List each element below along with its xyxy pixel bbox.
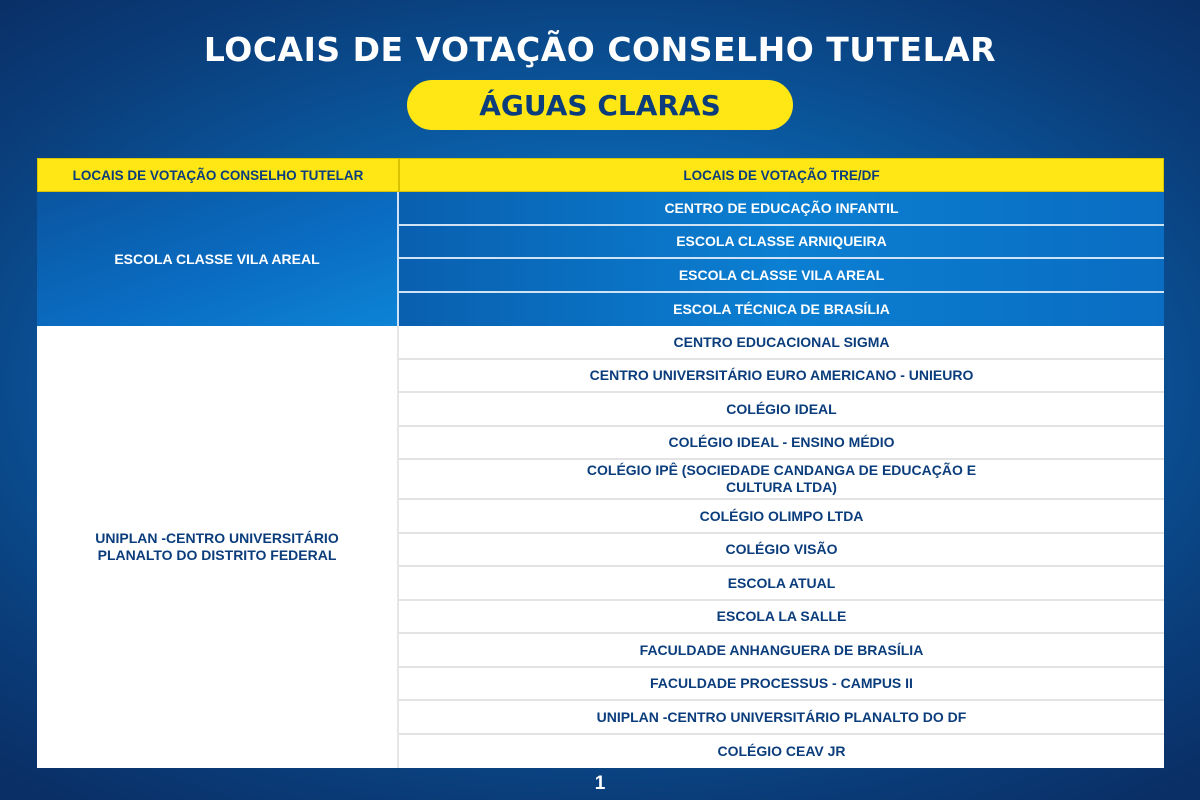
table-row: COLÉGIO IDEAL - ENSINO MÉDIO: [399, 427, 1164, 460]
table-row: UNIPLAN -CENTRO UNIVERSITÁRIO PLANALTO DO DF: [399, 701, 1164, 735]
table-row: FACULDADE PROCESSUS - CAMPUS II: [399, 668, 1164, 701]
table-row: ESCOLA ATUAL: [399, 567, 1164, 601]
group-location-cell: ESCOLA CLASSE VILA AREAL: [37, 192, 399, 326]
group-location-cell: [37, 326, 399, 768]
table-row: CENTRO EDUCACIONAL SIGMA: [399, 326, 1164, 360]
table-row: [399, 460, 1164, 500]
table-row: COLÉGIO IDEAL: [399, 393, 1164, 427]
table-row: CENTRO DE EDUCAÇÃO INFANTIL: [399, 192, 1164, 226]
col-header-tre: LOCAIS DE VOTAÇÃO TRE/DF: [399, 158, 1164, 192]
col-header-conselho: LOCAIS DE VOTAÇÃO CONSELHO TUTELAR: [37, 158, 399, 192]
table-row: COLÉGIO VISÃO: [399, 534, 1164, 567]
table-row: ESCOLA LA SALLE: [399, 601, 1164, 634]
table-row: FACULDADE ANHANGUERA DE BRASÍLIA: [399, 634, 1164, 668]
table-row: ESCOLA CLASSE VILA AREAL: [399, 259, 1164, 293]
table-row: COLÉGIO OLIMPO LTDA: [399, 500, 1164, 534]
region-badge: ÁGUAS CLARAS: [407, 80, 793, 130]
group-location-line: UNIPLAN -CENTRO UNIVERSITÁRIO: [95, 530, 339, 546]
table-row: ESCOLA CLASSE ARNIQUEIRA: [399, 226, 1164, 259]
group-location-line: PLANALTO DO DISTRITO FEDERAL: [97, 547, 337, 563]
page-number: 1: [594, 773, 606, 794]
page-title: LOCAIS DE VOTAÇÃO CONSELHO TUTELAR: [203, 30, 997, 69]
voting-locations-table: [37, 158, 1164, 768]
table-row-text: COLÉGIO IPÊ (SOCIEDADE CANDANGA DE EDUCAÇÃO E CULTURA LTDA): [586, 462, 977, 495]
table-row: CENTRO UNIVERSITÁRIO EURO AMERICANO - UNIEURO: [399, 360, 1164, 393]
table-row: COLÉGIO CEAV JR: [399, 735, 1164, 768]
table-row: ESCOLA TÉCNICA DE BRASÍLIA: [399, 293, 1164, 326]
